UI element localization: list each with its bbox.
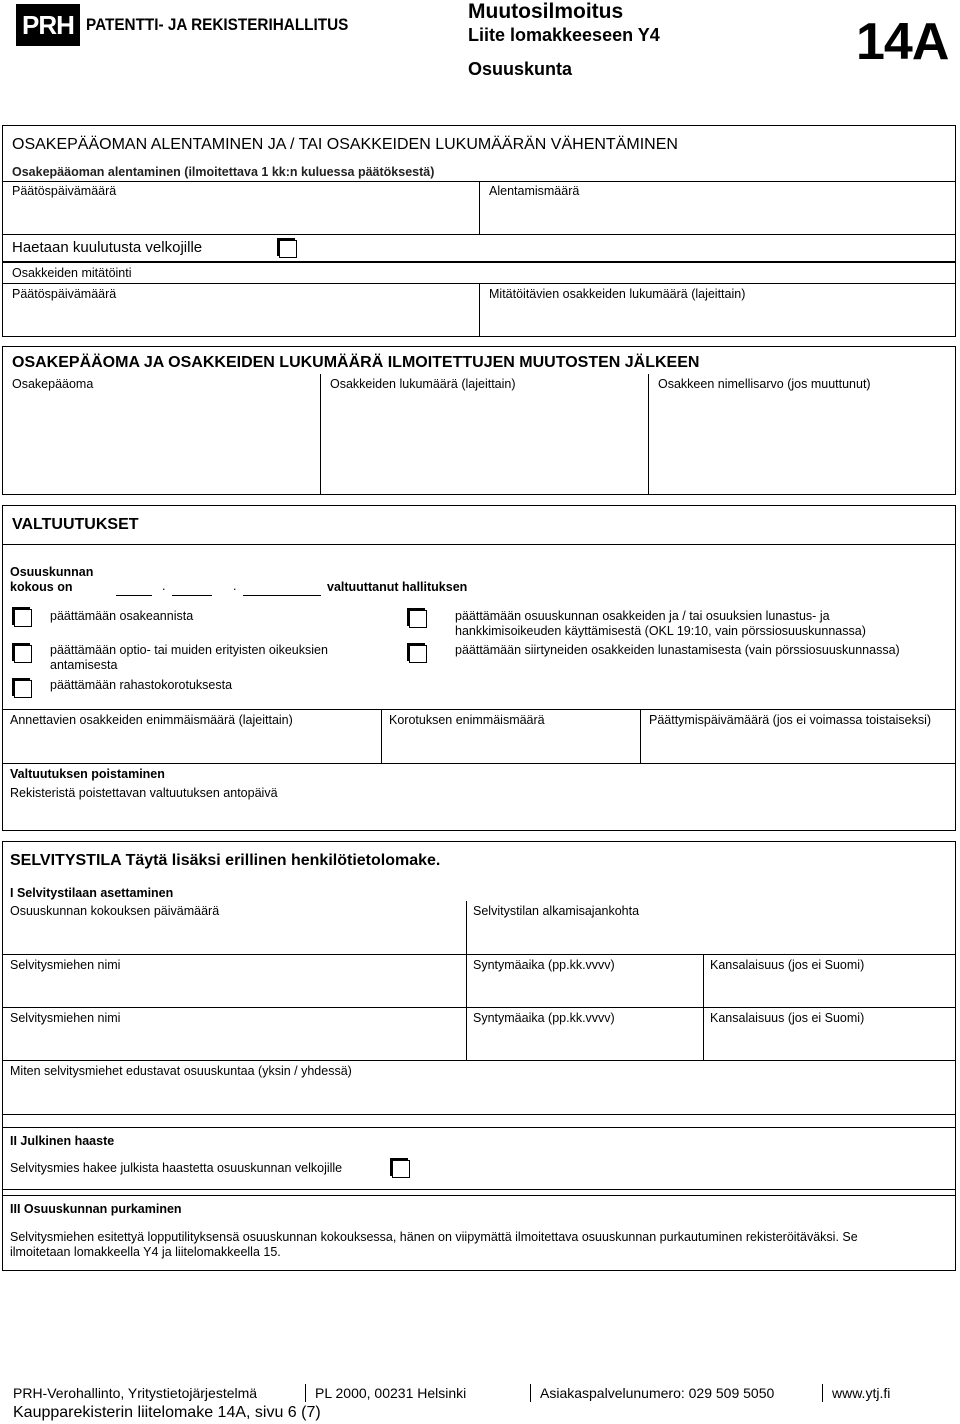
section-title: OSAKEPÄÄOMAN ALENTAMINEN JA / TAI OSAKKEIDEN LUKUMÄÄRÄN VÄHENTÄMINEN [12, 136, 678, 153]
field-label: Osakepääoma [12, 377, 94, 391]
creditor-notice-label: Haetaan kuulutusta velkojille [12, 239, 203, 256]
form-subtitle: Liite lomakkeeseen Y4 [468, 25, 660, 45]
field-label: Annettavien osakkeiden enimmäismäärä (lajeittain) [10, 713, 293, 727]
share-count-input[interactable] [328, 396, 642, 490]
option-label: päättämään siirtyneiden osakkeiden lunastamisesta (vain pörssiosuuskunnassa) [455, 643, 900, 657]
liquidator-2-name-input[interactable] [8, 1029, 460, 1055]
field-label: Alentamismäärä [489, 184, 580, 198]
field-label: Selvitysmiehen nimi [10, 1011, 121, 1025]
meeting-year-input[interactable] [243, 580, 321, 596]
transferred-shares-checkbox[interactable] [409, 645, 427, 663]
field-label: Selvitysmies hakee julkista haastetta osuuskunnan velkojille [10, 1161, 343, 1175]
prh-logo [16, 4, 80, 46]
meeting-label-line2: kokous on [10, 580, 73, 594]
subsection-title: I Selvitystilaan asettaminen [10, 886, 174, 900]
subsection-title: Osakkeiden mitätöinti [12, 266, 132, 280]
decision-date-input[interactable] [10, 202, 470, 230]
field-label: Päätöspäivämäärä [12, 287, 117, 301]
max-shares-input[interactable] [8, 731, 376, 759]
option-rights-checkbox[interactable] [14, 645, 32, 663]
footer-phone: Asiakaspalvelunumero: 029 509 5050 [540, 1385, 775, 1401]
option-label: päättämään osuuskunnan osakkeiden ja / tai osuuksien lunastus- ja hankkimisoikeuden käyttämisestä (OKL 19:10, vain pörssiosuuskunnassa) [455, 609, 866, 638]
liquidator-2-citizenship-input[interactable] [709, 1029, 950, 1055]
nominal-value-input[interactable] [656, 396, 950, 490]
cancel-date-input[interactable] [10, 305, 470, 333]
field-label: Kansalaisuus (jos ei Suomi) [710, 958, 865, 972]
reduction-amount-input[interactable] [488, 202, 948, 230]
field-label: Selvitystilan alkamisajankohta [473, 904, 640, 918]
field-label: Korotuksen enimmäismäärä [389, 713, 545, 727]
field-label: Kansalaisuus (jos ei Suomi) [710, 1011, 865, 1025]
creditor-notice-checkbox[interactable] [279, 240, 297, 258]
field-label: Selvitysmiehen nimi [10, 958, 121, 972]
entity-type: Osuuskunta [468, 59, 573, 79]
cancel-count-input[interactable] [488, 305, 948, 333]
subsection-title: Valtuutuksen poistaminen [10, 767, 165, 781]
meeting-month-input[interactable] [172, 580, 212, 596]
meeting-day-input[interactable] [116, 580, 152, 596]
form-title: Muutosilmoitus [468, 0, 624, 23]
liquidation-start-input[interactable] [472, 922, 950, 950]
section-title: OSAKEPÄÄOMA JA OSAKKEIDEN LUKUMÄÄRÄ ILMOITETTUJEN MUUTOSTEN JÄLKEEN [12, 354, 700, 371]
field-label: Päättymispäivämäärä (jos ei voimassa toistaiseksi) [649, 713, 932, 727]
field-label: Osuuskunnan kokouksen päivämäärä [10, 904, 220, 918]
subsection-title: II Julkinen haaste [10, 1134, 115, 1148]
redemption-right-checkbox[interactable] [409, 610, 427, 628]
option-label: päättämään rahastokorotuksesta [50, 678, 233, 692]
subsection-title: Osakepääoman alentaminen (ilmoitettava 1 kk:n kuluessa päätöksestä) [12, 165, 435, 179]
liquidator-1-citizenship-input[interactable] [709, 976, 950, 1002]
max-increase-input[interactable] [387, 731, 635, 759]
field-label: Miten selvitysmiehet edustavat osuuskuntaa (yksin / yhdessä) [10, 1064, 352, 1078]
date-separator: . [162, 579, 166, 593]
liquidator-1-birth-input[interactable] [472, 976, 698, 1002]
share-issue-checkbox[interactable] [14, 609, 32, 627]
field-label: Osakkeen nimellisarvo (jos muuttunut) [658, 377, 871, 391]
share-capital-input[interactable] [10, 396, 314, 490]
footer-org: PRH-Verohallinto, Yritystietojärjestelmä [13, 1385, 258, 1401]
footer-web-link[interactable]: www.ytj.fi [832, 1385, 891, 1401]
field-label: Mitätöitävien osakkeiden lukumäärä (lajeittain) [489, 287, 746, 301]
date-separator: . [233, 579, 237, 593]
agency-name: PATENTTI- JA REKISTERIHALLITUS [86, 15, 349, 34]
public-summons-checkbox[interactable] [392, 1160, 410, 1178]
liquidator-2-birth-input[interactable] [472, 1029, 698, 1055]
liquidator-1-name-input[interactable] [8, 976, 460, 1002]
form-code: 14A [856, 13, 949, 71]
authorized-label: valtuuttanut hallituksen [327, 580, 468, 594]
meeting-label-line1: Osuuskunnan [10, 565, 94, 579]
dissolution-text: Selvitysmiehen esitettyä lopputilityksensä osuuskunnan kokouksessa, hänen on viipymättä ilmoitettava osuuskunnan purkautuminen rekisteröitäväksi. Se ilmoitetaan lomakkeella Y4 ja liitelomakkeella 15. [10, 1230, 858, 1259]
field-label: Syntymäaika (pp.kk.vvvv) [473, 958, 615, 972]
option-label: päättämään osakeannista [50, 609, 194, 623]
footer-address: PL 2000, 00231 Helsinki [315, 1385, 467, 1401]
representation-input[interactable] [8, 1082, 948, 1110]
field-label: Päätöspäivämäärä [12, 184, 117, 198]
subsection-title: III Osuuskunnan purkaminen [10, 1202, 182, 1216]
option-label: päättämään optio- tai muiden erityisten oikeuksien antamisesta [50, 643, 328, 672]
field-label: Osakkeiden lukumäärä (lajeittain) [330, 377, 516, 391]
footer-page-info: Kaupparekisterin liitelomake 14A, sivu 6 (7) [13, 1404, 321, 1421]
section-title: SELVITYSTILA Täytä lisäksi erillinen henkilötietolomake. [10, 852, 441, 869]
end-date-input[interactable] [647, 731, 949, 759]
bonus-issue-checkbox[interactable] [14, 680, 32, 698]
liquidation-meeting-date-input[interactable] [8, 922, 460, 950]
section-title: VALTUUTUKSET [12, 516, 139, 533]
field-label: Rekisteristä poistettavan valtuutuksen antopäivä [10, 786, 278, 800]
logo-text: PRH [22, 10, 74, 40]
removal-date-input[interactable] [8, 803, 508, 827]
field-label: Syntymäaika (pp.kk.vvvv) [473, 1011, 615, 1025]
